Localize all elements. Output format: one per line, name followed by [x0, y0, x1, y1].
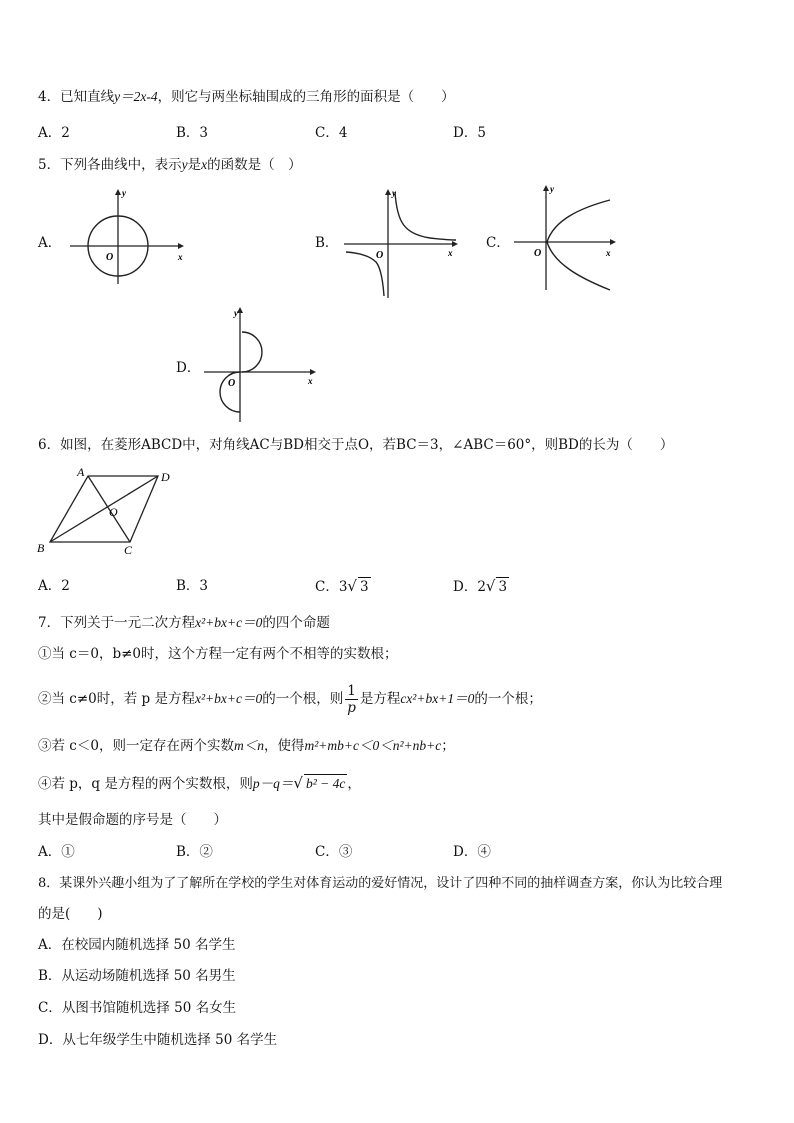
- q7-option-c[interactable]: C．③: [315, 844, 353, 860]
- q8-option-c[interactable]: C．从图书馆随机选择 50 名女生: [38, 1000, 237, 1016]
- q4-stem: 4．已知直线y＝2x-4，则它与两坐标轴围成的三角形的面积是（ ）: [38, 89, 455, 105]
- q6-option-c[interactable]: C．3√ 3: [315, 577, 369, 595]
- vertex-a-label: A: [77, 465, 85, 479]
- q8-option-a[interactable]: A．在校园内随机选择 50 名学生: [38, 937, 236, 953]
- q7-proposition-3: ③若 c＜0，则一定存在两个实数m＜n，使得m²+mb+c＜0＜n²+nb+c；: [38, 738, 455, 754]
- q5-option-d[interactable]: D．: [176, 360, 201, 376]
- axis-y-label: y: [392, 188, 396, 198]
- axis-y-label: y: [122, 188, 126, 198]
- q4-option-d[interactable]: D．5: [453, 125, 486, 141]
- q5-option-c[interactable]: C．: [486, 235, 510, 251]
- q5-graph-b: [340, 186, 460, 300]
- origin-label: O: [534, 248, 542, 259]
- axis-y-label: y: [550, 184, 554, 194]
- q4-option-a[interactable]: A．2: [38, 125, 70, 141]
- q5-stem: 5．下列各曲线中，表示y是x的函数是（ ）: [38, 157, 302, 173]
- origin-label: O: [106, 252, 114, 263]
- q6-rhombus-figure: [34, 462, 184, 558]
- q7-proposition-1: ①当 c＝0，b≠0时，这个方程一定有两个不相等的实数根；: [38, 646, 398, 662]
- axis-x-label: x: [448, 248, 453, 258]
- q8-option-d[interactable]: D．从七年级学生中随机选择 50 名学生: [38, 1032, 278, 1048]
- axis-x-label: x: [606, 248, 611, 258]
- q7-option-d[interactable]: D．④: [453, 844, 491, 860]
- axis-y-label: y: [234, 308, 238, 318]
- axis-x-label: x: [178, 252, 183, 262]
- q8-option-b[interactable]: B．从运动场随机选择 50 名男生: [38, 968, 236, 984]
- q6-option-b[interactable]: B．3: [176, 578, 209, 594]
- q7-option-a[interactable]: A．①: [38, 844, 75, 860]
- q8-stem-line-2: 的是( ): [38, 906, 103, 922]
- q5-graph-d: [200, 306, 320, 424]
- q5-graph-c: [510, 182, 620, 294]
- q6-stem: 6．如图，在菱形ABCD中，对角线AC与BD相交于点O，若BC＝3，∠ABC＝60°，则BD的长为（ ）: [38, 437, 674, 453]
- vertex-b-label: B: [37, 541, 45, 555]
- q7-option-b[interactable]: B．②: [176, 844, 213, 860]
- q7-proposition-2: ②当 c≠0时，若 p 是方程x²+bx+c＝0的一个根，则 $\frac{1}{p}$ 是方程cx²+bx+1＝0的一个根；: [38, 683, 542, 716]
- axis-x-label: x: [308, 376, 313, 386]
- fraction-1-over-p: $\frac{1}{p}$: [347, 683, 356, 716]
- vertex-c-label: C: [124, 543, 133, 557]
- q8-stem-line-1: 8．某课外兴趣小组为了了解所在学校的学生对体育运动的爱好情况，设计了四种不同的抽样调查方案，你认为比较合理: [38, 876, 723, 891]
- vertex-d-label: D: [161, 470, 170, 484]
- q5-graph-a: [68, 186, 188, 286]
- center-o-label: O: [109, 505, 118, 519]
- q6-option-d[interactable]: D．2√ 3: [453, 577, 508, 595]
- q4-option-b[interactable]: B．3: [176, 125, 209, 141]
- origin-label: O: [376, 250, 384, 261]
- q5-option-b[interactable]: B．: [315, 235, 339, 251]
- q7-question: 其中是假命题的序号是（ ）: [38, 812, 227, 828]
- q4-option-c[interactable]: C．4: [315, 125, 348, 141]
- q7-proposition-4: ④若 p，q 是方程的两个实数根，则p－q＝√ b² − 4c ，: [38, 774, 361, 792]
- q6-option-a[interactable]: A．2: [38, 578, 70, 594]
- q5-option-a[interactable]: A．: [38, 235, 62, 251]
- origin-label: O: [228, 378, 236, 389]
- q7-stem: 7．下列关于一元二次方程x²+bx+c＝0的四个命题: [38, 615, 330, 631]
